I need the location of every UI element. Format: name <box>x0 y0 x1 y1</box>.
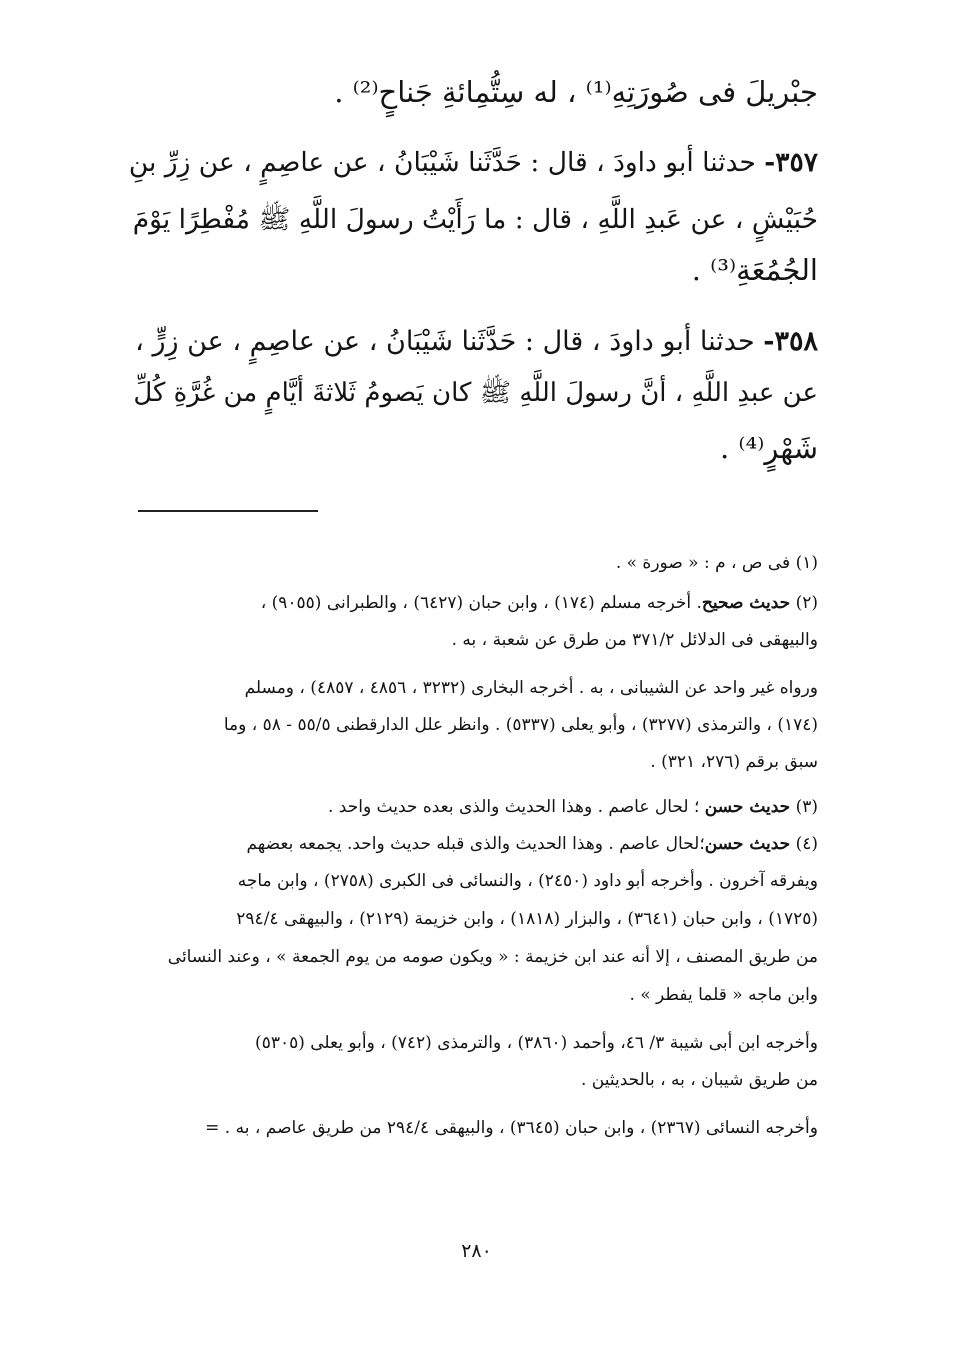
footnote-separator <box>138 510 318 512</box>
footnote-4-line-6: وأخرجه ابن أبى شيبة ٣/ ٤٦، وأحمد (٣٨٦٠) ، والترمذى (٧٤٢) ، وأبو يعلى (٥٣٠٥) <box>255 1033 818 1053</box>
hadith-357-line-2: حُبَيْشٍ ، عن عَبدِ اللَّهِ ، قال : ما رَأَيْتُ رسولَ اللَّهِ ﷺ مُفْطِرًا يَوْمَ <box>132 204 818 235</box>
hadith-358-line-1 <box>128 322 818 362</box>
footnote-2-line-5: سبق برقم (٢٧٦، ٣٢١) . <box>650 752 818 772</box>
footnote-4-line-1-text: ؛لحال عاصم . وهذا الحديث والذى قبله حديث واحد. يجمعه بعضهم <box>246 834 705 854</box>
intro-line: جبْريلَ فى صُورَتِهِ⁽¹⁾ ، له سِتُّمِائةِ جَناحٍ⁽²⁾ . <box>334 75 818 109</box>
hadith-357-line-1 <box>128 143 818 183</box>
hadith-358-line-2: عن عبدِ اللَّهِ ، أنَّ رسولَ اللَّهِ ﷺ كان يَصومُ ثَلاثةَ أيَّامٍ من غُرَّةِ كُلِّ <box>133 378 818 408</box>
hadith-357-number: ٣٥٧- <box>764 147 818 178</box>
hadith-358-line-1-text: حدثنا أبو داودَ ، قال : حَدَّثَنا شَيْبَانُ ، عن عاصِمٍ ، عن زِرٍّ ، <box>135 326 755 357</box>
footnote-3-text: ؛ لحال عاصم . وهذا الحديث والذى بعده حديث واحد . <box>327 797 700 817</box>
footnote-4-line-1 <box>128 832 818 856</box>
hadith-358-line-3: شَهْرٍ⁽⁴⁾ . <box>720 431 818 465</box>
footnote-2-grade: حديث صحيح <box>701 593 791 613</box>
hadith-357-line-3: الجُمُعَةِ⁽³⁾ . <box>691 253 818 287</box>
footnote-1: (١) فى ص ، م : « صورة » . <box>615 553 818 573</box>
footnote-3 <box>128 795 818 819</box>
footnote-4-number: (٤) <box>795 834 818 854</box>
footnote-3-number: (٣) <box>795 797 818 817</box>
footnote-2-line-2: والبيهقى فى الدلائل ٣٧١/٢ من طرق عن شعبة ، به . <box>451 630 818 650</box>
footnote-2-number: (٢) <box>795 593 818 613</box>
footnote-3-grade: حديث حسن <box>704 797 791 817</box>
footnote-2-line-1 <box>128 591 818 615</box>
footnote-2-line-1-text: . أخرجه مسلم (١٧٤) ، وابن حبان (٦٤٢٧) ، والطبرانى (٩٠٥٥) ، <box>260 593 702 613</box>
footnote-4-line-7: من طريق شيبان ، به ، بالحديثين . <box>580 1070 818 1090</box>
footnote-2-line-3: ورواه غير واحد عن الشيبانى ، به . أخرجه البخارى (٣٢٣٢ ، ٤٨٥٦ ، ٤٨٥٧) ، ومسلم <box>244 678 818 698</box>
footnote-4-line-5: وابن ماجه « قلما يفطر » . <box>629 985 818 1005</box>
footnote-4-line-8: وأخرجه النسائى (٢٣٦٧) ، وابن حبان (٣٦٤٥) ، والبيهقى ٢٩٤/٤ من طريق عاصم ، به . = <box>205 1118 818 1138</box>
hadith-357-line-1-text: حدثنا أبو داودَ ، قال : حَدَّثَنا شَيْبَانُ ، عن عاصِمٍ ، عن زِرِّ بنِ <box>128 147 756 178</box>
hadith-358-number: ٣٥٨- <box>763 326 818 357</box>
footnote-4-grade: حديث حسن <box>704 834 791 854</box>
footnote-4-line-3: (١٧٢٥) ، وابن حبان (٣٦٤١) ، والبزار (١٨١٨) ، وابن خزيمة (٢١٢٩) ، والبيهقى ٢٩٤/٤ <box>236 909 818 929</box>
footnote-4-line-2: ويفرقه آخرون . وأخرجه أبو داود (٢٤٥٠) ، والنسائى فى الكبرى (٢٧٥٨) ، وابن ماجه <box>237 871 818 891</box>
page-number: ٢٨٠ <box>461 1240 492 1262</box>
footnote-2-line-4: (١٧٤) ، والترمذى (٣٢٧٧) ، وأبو يعلى (٥٣٣٧) . وانظر علل الدارقطنى ٥٥/٥ - ٥٨ ، وما <box>223 715 818 735</box>
footnote-4-line-4: من طريق المصنف ، إلا أنه عند ابن خزيمة : « ويكون صومه من يوم الجمعة » ، وعند النسائى <box>167 947 818 967</box>
